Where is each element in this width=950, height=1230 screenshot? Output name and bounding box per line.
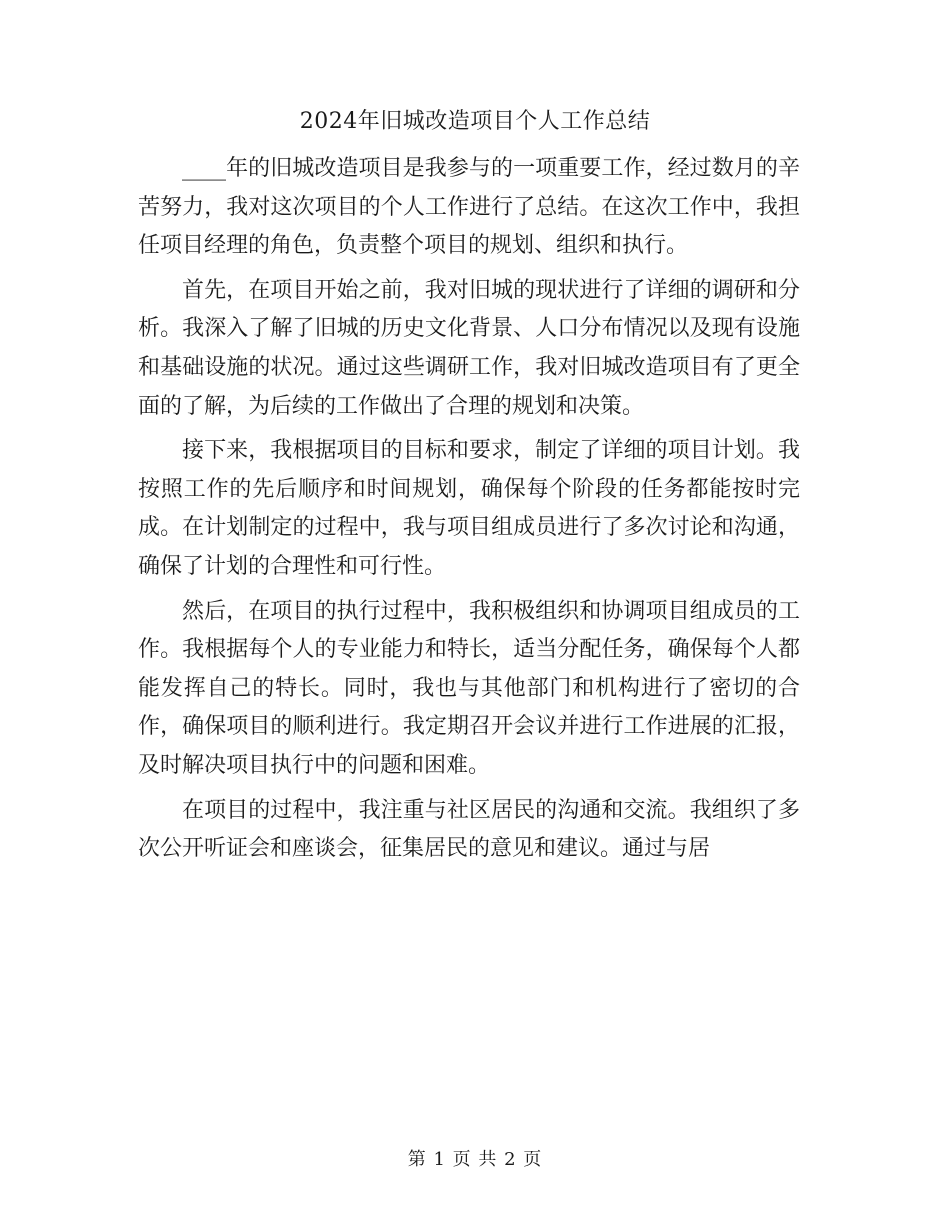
document-title: 2024年旧城改造项目个人工作总结 <box>299 109 651 134</box>
paragraph-intro: ____年的旧城改造项目是我参与的一项重要工作，经过数月的辛苦努力，我对这次项目的个人工作进行了总结。在这次工作中，我担任项目经理的角色，负责整个项目的规划、组织和执行。 <box>138 156 800 259</box>
paragraph-planning: 接下来，我根据项目的目标和要求，制定了详细的项目计划。我按照工作的先后顺序和时间规划，确保每个阶段的任务都能按时完成。在计划制定的过程中，我与项目组成员进行了多次讨论和沟通，确保了计划的合理性和可行性。 <box>138 438 800 579</box>
document-body <box>138 150 800 875</box>
paragraph-community: 在项目的过程中，我注重与社区居民的沟通和交流。我组织了多次公开听证会和座谈会，征集居民的意见和建议。通过与居 <box>138 797 800 862</box>
paragraph-execution: 然后，在项目的执行过程中，我积极组织和协调项目组成员的工作。我根据每个人的专业能力和特长，适当分配任务，确保每个人都能发挥自己的特长。同时，我也与其他部门和机构进行了密切的合作，确保项目的顺利进行。我定期召开会议并进行工作进展的汇报，及时解决项目执行中的问题和困难。 <box>138 598 800 778</box>
page-footer: 第 1 页 共 2 页 <box>407 1149 543 1170</box>
paragraph-research: 首先，在项目开始之前，我对旧城的现状进行了详细的调研和分析。我深入了解了旧城的历史文化背景、人口分布情况以及现有设施和基础设施的状况。通过这些调研工作，我对旧城改造项目有了更全面的了解，为后续的工作做出了合理的规划和决策。 <box>138 277 800 419</box>
